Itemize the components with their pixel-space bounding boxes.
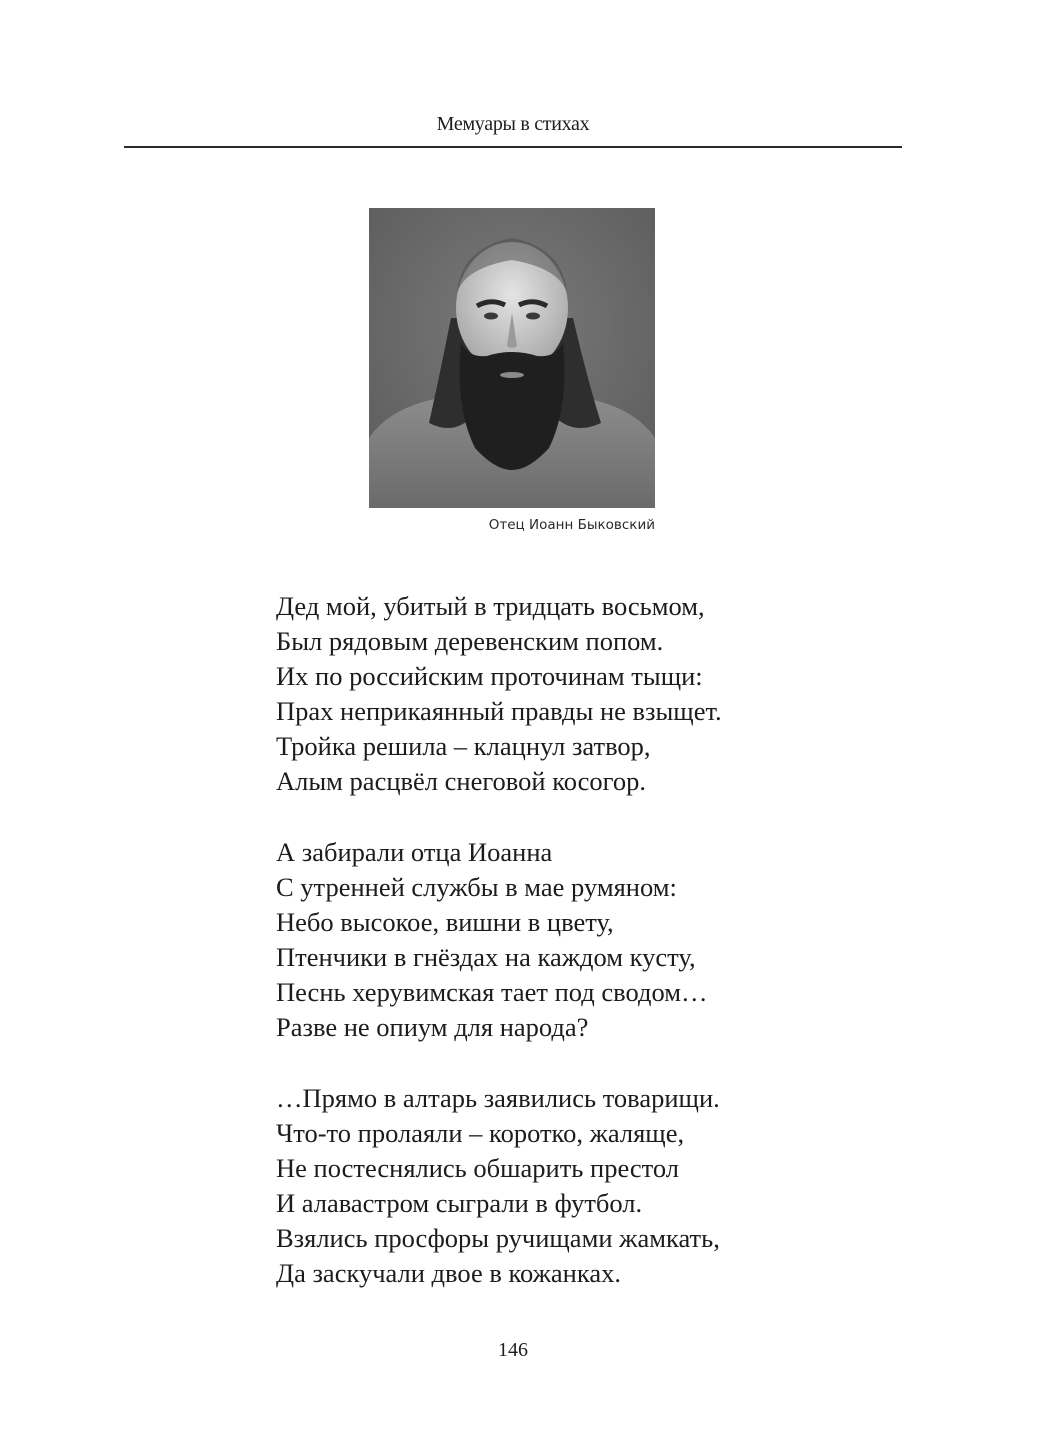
- verse-line: Их по российским проточинам тыщи:: [276, 661, 703, 691]
- verse-line: И алавастром сыграли в футбол.: [276, 1188, 643, 1218]
- page-number: 146: [498, 1339, 528, 1361]
- verse-line: А забирали отца Иоанна: [276, 837, 553, 867]
- verse-line: Небо высокое, вишни в цвету,: [276, 907, 614, 937]
- verse-line: Птенчики в гнёздах на каждом кусту,: [276, 942, 696, 972]
- verse-line: Разве не опиум для народа?: [276, 1012, 589, 1042]
- verse-line: Взялись просфоры ручищами жамкать,: [276, 1223, 720, 1253]
- running-header: Мемуары в стихах: [436, 113, 590, 135]
- verse-line: Да заскучали двое в кожанках.: [276, 1258, 621, 1288]
- verse-line: Дед мой, убитый в тридцать восьмом,: [276, 591, 705, 621]
- verse-line: …Прямо в алтарь заявились товарищи.: [276, 1083, 720, 1113]
- verse-line: С утренней службы в мае румяном:: [276, 872, 677, 902]
- stanza: [276, 1081, 722, 1291]
- verse-line: Тройка решила – клацнул затвор,: [276, 731, 651, 761]
- verse-line: Прах неприкаянный правды не взыщет.: [276, 696, 722, 726]
- verse-line: Алым расцвёл снеговой косогор.: [276, 766, 646, 796]
- verse-line: Был рядовым деревенским попом.: [276, 626, 664, 656]
- poem: [276, 589, 722, 1291]
- stanza: [276, 589, 722, 799]
- photo-caption: Отец Иоанн Быковский: [488, 517, 655, 533]
- verse-line: Песнь херувимская тает под сводом…: [276, 977, 708, 1007]
- verse-line: Не постеснялись обшарить престол: [276, 1153, 679, 1183]
- stanza: [276, 835, 722, 1045]
- portrait-photo: [369, 208, 655, 508]
- verse-line: Что-то пролаяли – коротко, жаляще,: [276, 1118, 685, 1148]
- header-rule: [124, 146, 902, 148]
- portrait-image: [369, 208, 655, 508]
